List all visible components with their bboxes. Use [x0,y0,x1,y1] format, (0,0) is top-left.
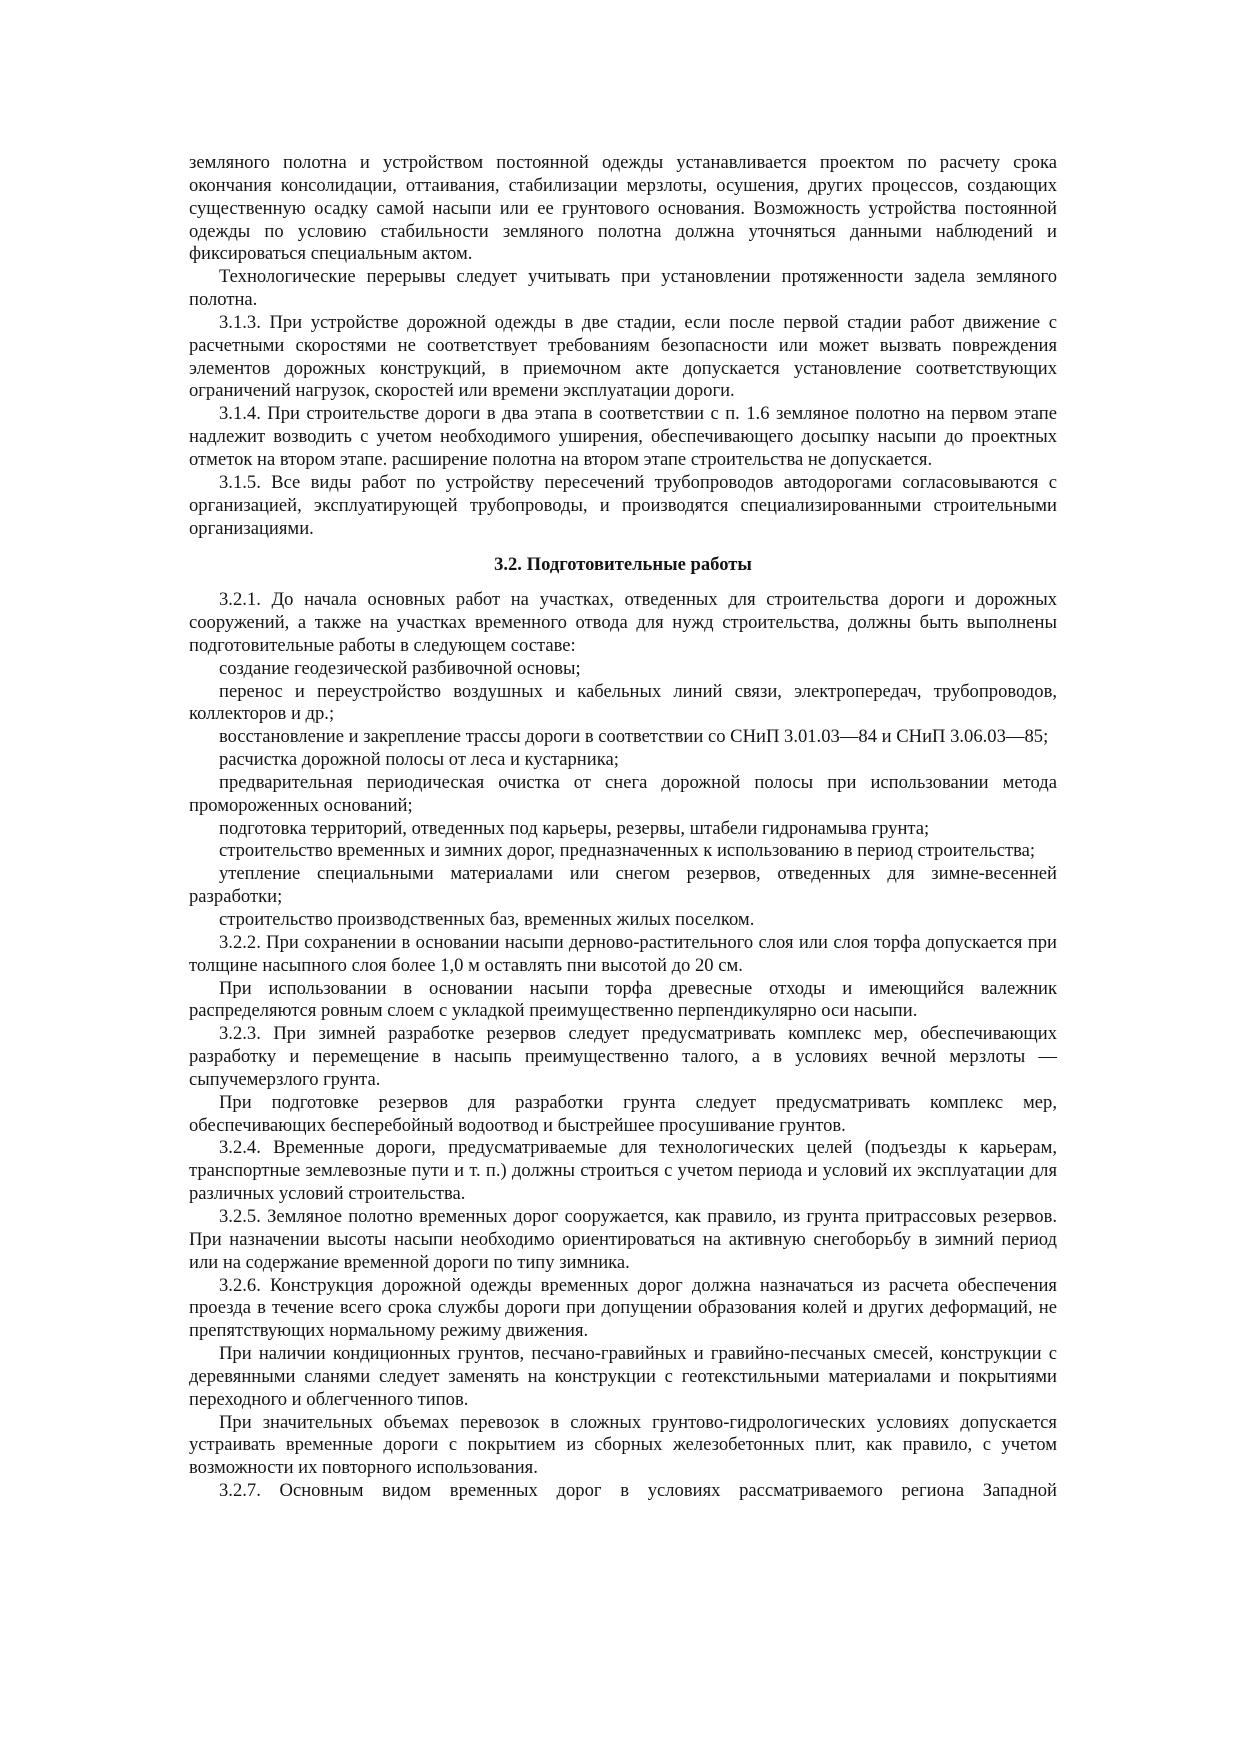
paragraph-3-2-3: 3.2.3. При зимней разработке резервов следует предусматривать комплекс мер, обеспечивающих разработку и перемещение в насыпь преимущественно талого, а в условиях вечной мерзлоты — сыпучемерзлого грунта. [189,1023,1057,1090]
paragraph-conditioned-soils: При наличии кондиционных грунтов, песчано-гравийных и гравийно-песчаных смесей, конструкции с деревянными сланями следует заменять на конструкции с геотекстильными материалами и покрытиями переходного и облегченного типов. [189,1343,1057,1410]
list-item-production-bases: строительство производственных баз, временных жилых поселком. [219,909,755,930]
paragraph-reserve-preparation: При подготовке резервов для разработки грунта следует предусматривать комплекс мер, обеспечивающих бесперебойный водоотвод и быстрейшее просушивание грунтов. [189,1091,1057,1136]
paragraph-3-2-2: 3.2.2. При сохранении в основании насыпи дерново-растительного слоя или слоя торфа допускается при толщине насыпного слоя более 1,0 м оставлять пни высотой до 20 см. [189,931,1057,976]
list-item-relocation-lines: перенос и переустройство воздушных и кабельных линий связи, электропередач, трубопроводов, коллекторов и др.; [189,680,1057,725]
paragraph-3-2-1: 3.2.1. До начала основных работ на участках, отведенных для строительства дороги и дорожных сооружений, а также на участках временного отвода для нужд строительства, должны быть выполнены подготовительные работы в следующем составе: [189,589,1057,656]
paragraph-3-2-6: 3.2.6. Конструкция дорожной одежды временных дорог должна назначаться из расчета обеспечения проезда в течение всего срока службы дороги при допущении образования колей и других деформаций, не препятствующих нормальному режиму движения. [189,1274,1057,1342]
list-item-temporary-roads: строительство временных и зимних дорог, предназначенных к использованию в период строительства; [219,840,1036,862]
paragraph-3-1-4: 3.1.4. При строительстве дороги в два этапа в соответствии с п. 1.6 земляное полотно на первом этапе надлежит возводить с учетом необходимого уширения, обеспечивающего досыпку насыпи до проектных отметок на втором этапе. расширение полотна на втором этапе строительства не допускается. [189,403,1057,470]
paragraph-technological-breaks: Технологические перерывы следует учитывать при установлении протяженности задела земляного полотна. [189,266,1057,311]
paragraph-3-1-3: 3.1.3. При устройстве дорожной одежды в две стадии, если после первой стадии работ движение с расчетными скоростями не соответствует требованиям безопасности или может вызвать повреждения элементов дорожных конструкций, в приемочном акте допускается установление соответствующих ограничений нагрузок, скоростей или времени эксплуатации дороги. [189,311,1057,402]
paragraph-concrete-slabs: При значительных объемах перевозок в сложных грунтово-гидрологических условиях допускается устраивать временные дороги с покрытием из сборных железобетонных плит, как правило, с учетом возможности их повторного использования. [189,1411,1057,1479]
section-heading-3-2: 3.2. Подготовительные работы [494,554,752,576]
paragraph-3-1-2-continuation: земляного полотна и устройством постоянной одежды устанавливается проектом по расчету срока окончания консолидации, оттаивания, стабилизации мерзлоты, осушения, других процессов, создающих существенную осадку самой насыпи или ее грунтового основания. Возможность устройства постоянной одежды по условию стабильности земляного полотна должна уточняться данными наблюдений и фиксироваться специальным актом. [189,152,1057,265]
paragraph-3-1-5: 3.1.5. Все виды работ по устройству пересечений трубопроводов автодорогами согласовываются с организацией, эксплуатирующей трубопроводы, и производятся специализированными строительными организациями. [189,471,1057,539]
list-item-geodetic-base: создание геодезической разбивочной основы; [219,657,581,679]
list-item-insulation: утепление специальными материалами или снегом резервов, отведенных для зимне-весенней разработки; [189,863,1057,908]
list-item-territory-preparation: подготовка территорий, отведенных под карьеры, резервы, штабели гидронамыва грунта; [219,817,930,839]
paragraph-peat-base: При использовании в основании насыпи торфа древесные отходы и имеющийся валежник распределяются ровным слоем с укладкой преимущественно перпендикулярно оси насыпи. [189,977,1057,1022]
paragraph-3-2-7: 3.2.7. Основным видом временных дорог в условиях рассматриваемого региона Западной [219,1480,1057,1502]
list-item-snow-clearing: предварительная периодическая очистка от снега дорожной полосы при использовании метода промороженных оснований; [189,771,1057,816]
document-page [189,152,1057,1503]
list-item-route-restoration: восстановление и закрепление трассы дороги в соответствии со СНиП 3.01.03—84 и СНиП 3.06.03—85; [219,726,1049,748]
list-item-clearing-forest: расчистка дорожной полосы от леса и кустарника; [219,749,619,771]
paragraph-3-2-4: 3.2.4. Временные дороги, предусматриваемые для технологических целей (подъезды к карьерам, транспортные землевозные пути и т. п.) должны строиться с учетом периода и условий их эксплуатации для различных условий строительства. [189,1137,1057,1205]
paragraph-3-2-5: 3.2.5. Земляное полотно временных дорог сооружается, как правило, из грунта притрассовых резервов. При назначении высоты насыпи необходимо ориентироваться на активную снегоборьбу в зимний период или на содержание временной дороги по типу зимника. [189,1205,1057,1273]
